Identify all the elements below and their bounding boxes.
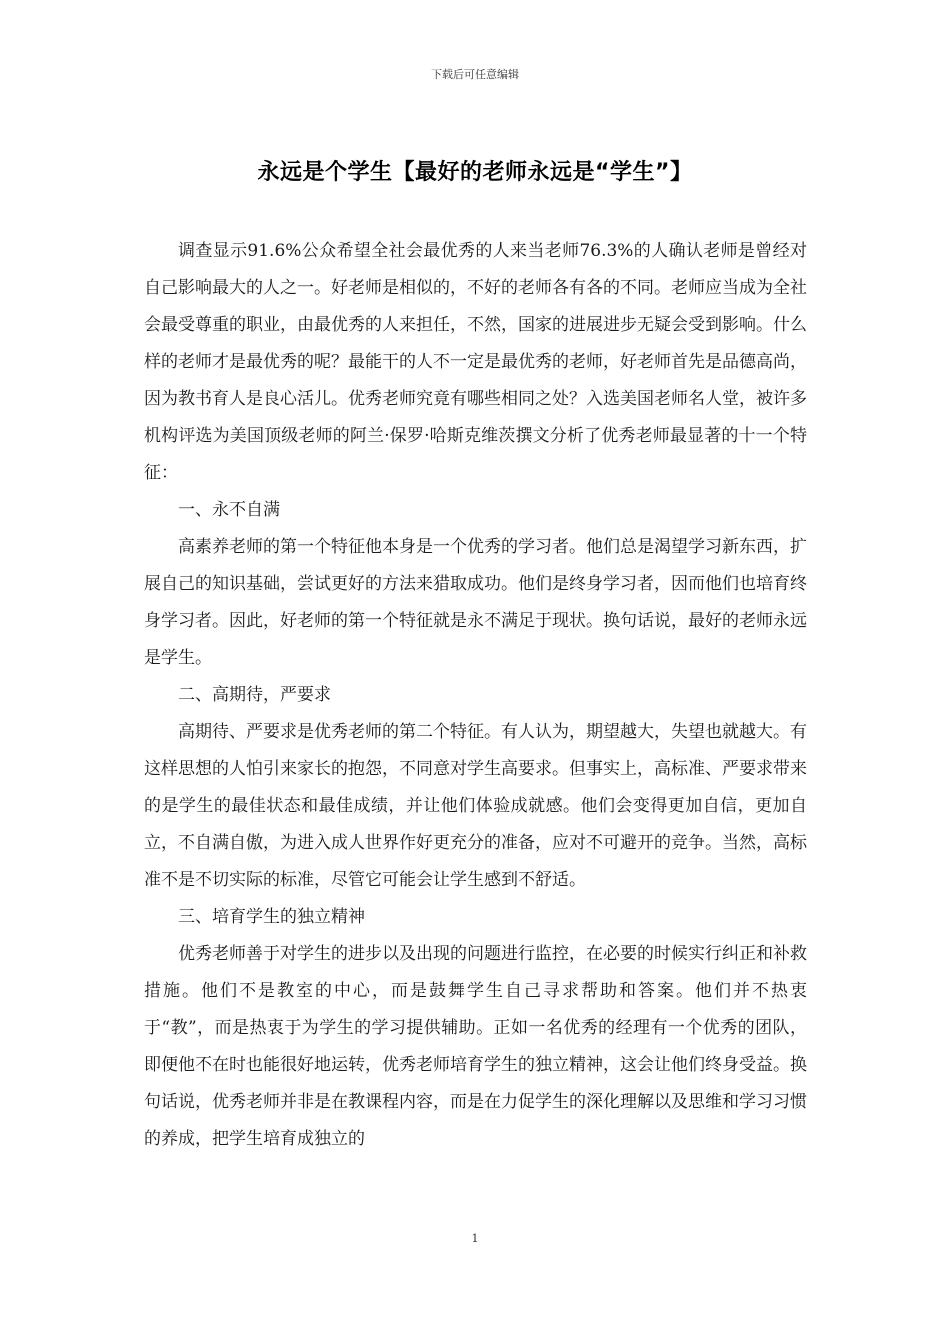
section-heading-2: 二、高期待，严要求 [178, 685, 331, 705]
section-heading-3: 三、培育学生的独立精神 [178, 907, 365, 927]
section-heading-1: 一、永不自满 [178, 500, 280, 520]
document-body [144, 233, 807, 1158]
page-header: 下载后可任意编辑 [431, 68, 519, 81]
page-number: 1 [471, 1232, 479, 1245]
section-paragraph-2: 高期待、严要求是优秀老师的第二个特征。有人认为，期望越大，失望也就越大。有这样思想的人怕引来家长的抱怨，不同意对学生高要求。但事实上，高标准、严要求带来的是学生的最佳状态和最佳成绩，并让他们体验成就感。他们会变得更加自信，更加自立，不自满自傲，为进入成人世界作好更充分的准备，应对不可避开的竞争。当然，高标准不是不切实际的标准，尽管它可能会让学生感到不舒适。 [144, 722, 807, 890]
section-paragraph-3: 优秀老师善于对学生的进步以及出现的问题进行监控，在必要的时候实行纠正和补救措施。他们不是教室的中心，而是鼓舞学生自己寻求帮助和答案。他们并不热衷于“教”，而是热衷于为学生的学习提供辅助。正如一名优秀的经理有一个优秀的团队，即便他不在时也能很好地运转，优秀老师培育学生的独立精神，这会让他们终身受益。换句话说，优秀老师并非是在教课程内容，而是在力促学生的深化理解以及思维和学习习惯的养成，把学生培育成独立的 [144, 944, 807, 1149]
document-title: 永远是个学生【最好的老师永远是“学生”】 [257, 160, 693, 185]
section-paragraph-1: 高素养老师的第一个特征他本身是一个优秀的学习者。他们总是渴望学习新东西，扩展自己的知识基础，尝试更好的方法来猎取成功。他们是终身学习者，因而他们也培育终身学习者。因此，好老师的第一个特征就是永不满足于现状。换句话说，最好的老师永远是学生。 [144, 537, 807, 668]
intro-paragraph: 调查显示91.6%公众希望全社会最优秀的人来当老师76.3%的人确认老师是曾经对自己影响最大的人之一。好老师是相似的，不好的老师各有各的不同。老师应当成为全社会最受尊重的职业，由最优秀的人来担任，不然，国家的进展进步无疑会受到影响。什么样的老师才是最优秀的呢？最能干的人不一定是最优秀的老师，好老师首先是品德高尚，因为教书育人是良心活儿。优秀老师究竟有哪些相同之处？入选美国老师名人堂，被许多机构评选为美国顶级老师的阿兰·保罗·哈斯克维茨撰文分析了优秀老师最显著的十一个特征： [144, 241, 807, 483]
